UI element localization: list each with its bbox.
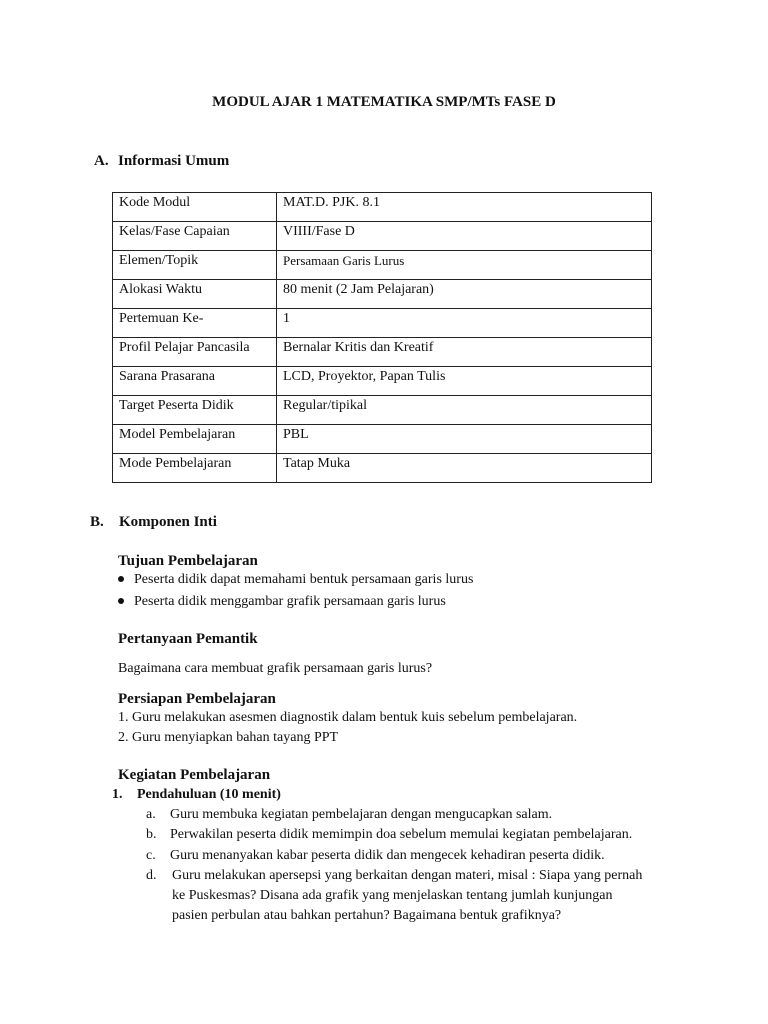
table-row xyxy=(113,309,652,338)
table-cell-value: Persamaan Garis Lurus xyxy=(277,251,652,280)
activity-text: ke Puskesmas? Disana ada grafik yang menjelaskan tentang jumlah kunjungan xyxy=(172,888,613,903)
activity-text: Perwakilan peserta didik memimpin doa sebelum memulai kegiatan pembelajaran. xyxy=(170,827,633,842)
document-title: MODUL AJAR 1 MATEMATIKA SMP/MTs FASE D xyxy=(212,94,556,110)
activity-letter: b. xyxy=(146,827,157,842)
pertanyaan-heading: Pertanyaan Pemantik xyxy=(118,631,258,647)
activity-letter: d. xyxy=(146,868,157,883)
table-cell-key: Sarana Prasarana xyxy=(113,367,277,396)
section-a-label: A. xyxy=(94,153,109,169)
table-row xyxy=(113,193,652,222)
info-table xyxy=(112,192,652,483)
table-cell-value: 1 xyxy=(277,309,652,338)
table-cell-key: Pertemuan Ke- xyxy=(113,309,277,338)
tujuan-heading: Tujuan Pembelajaran xyxy=(118,553,258,569)
list-item-text: Guru melakukan asesmen diagnostik dalam bentuk kuis sebelum pembelajaran. xyxy=(132,710,578,725)
list-item-text: Peserta didik menggambar grafik persamaan garis lurus xyxy=(134,594,446,609)
table-cell-key: Elemen/Topik xyxy=(113,251,277,280)
bullet-icon xyxy=(118,598,124,604)
activity-text: pasien perbulan atau bahkan pertahun? Bagaimana bentuk grafiknya? xyxy=(172,908,562,923)
activity-text: Guru menanyakan kabar peserta didik dan mengecek kehadiran peserta didik. xyxy=(170,848,605,863)
table-cell-value: Bernalar Kritis dan Kreatif xyxy=(277,338,652,367)
table-row xyxy=(113,338,652,367)
kegiatan-sub-number: 1. xyxy=(112,787,123,802)
kegiatan-sub-heading: Pendahuluan (10 menit) xyxy=(137,787,281,802)
table-row xyxy=(113,454,652,483)
table-cell-key: Profil Pelajar Pancasila xyxy=(113,338,277,367)
activity-letter: a. xyxy=(146,807,156,822)
table-row xyxy=(113,425,652,454)
table-cell-key: Alokasi Waktu xyxy=(113,280,277,309)
kegiatan-heading: Kegiatan Pembelajaran xyxy=(118,767,271,783)
list-item-number: 2. xyxy=(118,730,129,745)
list-item-text: Guru menyiapkan bahan tayang PPT xyxy=(132,730,339,745)
section-b-heading: Komponen Inti xyxy=(119,514,217,530)
activity-text: Guru melakukan apersepsi yang berkaitan dengan materi, misal : Siapa yang pernah xyxy=(172,868,643,883)
section-a-heading: Informasi Umum xyxy=(118,153,230,169)
table-cell-key: Mode Pembelajaran xyxy=(113,454,277,483)
activity-text: Guru membuka kegiatan pembelajaran dengan mengucapkan salam. xyxy=(170,807,553,822)
pertanyaan-text: Bagaimana cara membuat grafik persamaan garis lurus? xyxy=(118,661,433,676)
table-cell-value: Regular/tipikal xyxy=(277,396,652,425)
list-item xyxy=(118,730,338,746)
activity-letter: c. xyxy=(146,848,156,863)
table-row xyxy=(113,251,652,280)
table-cell-value: VIIII/Fase D xyxy=(277,222,652,251)
table-cell-value: Tatap Muka xyxy=(277,454,652,483)
table-cell-key: Model Pembelajaran xyxy=(113,425,277,454)
table-cell-value: PBL xyxy=(277,425,652,454)
list-item-number: 1. xyxy=(118,710,129,725)
table-cell-value: LCD, Proyektor, Papan Tulis xyxy=(277,367,652,396)
table-cell-value: 80 menit (2 Jam Pelajaran) xyxy=(277,280,652,309)
table-row xyxy=(113,396,652,425)
bullet-icon xyxy=(118,576,124,582)
table-cell-key: Target Peserta Didik xyxy=(113,396,277,425)
list-item xyxy=(118,594,446,610)
table-cell-key: Kelas/Fase Capaian xyxy=(113,222,277,251)
section-b-label: B. xyxy=(90,514,104,530)
persiapan-heading: Persiapan Pembelajaran xyxy=(118,691,276,707)
table-row xyxy=(113,222,652,251)
table-row xyxy=(113,367,652,396)
table-cell-value: MAT.D. PJK. 8.1 xyxy=(277,193,652,222)
table-cell-key: Kode Modul xyxy=(113,193,277,222)
list-item xyxy=(118,572,473,588)
list-item xyxy=(118,710,577,726)
table-row xyxy=(113,280,652,309)
list-item-text: Peserta didik dapat memahami bentuk persamaan garis lurus xyxy=(134,572,474,587)
